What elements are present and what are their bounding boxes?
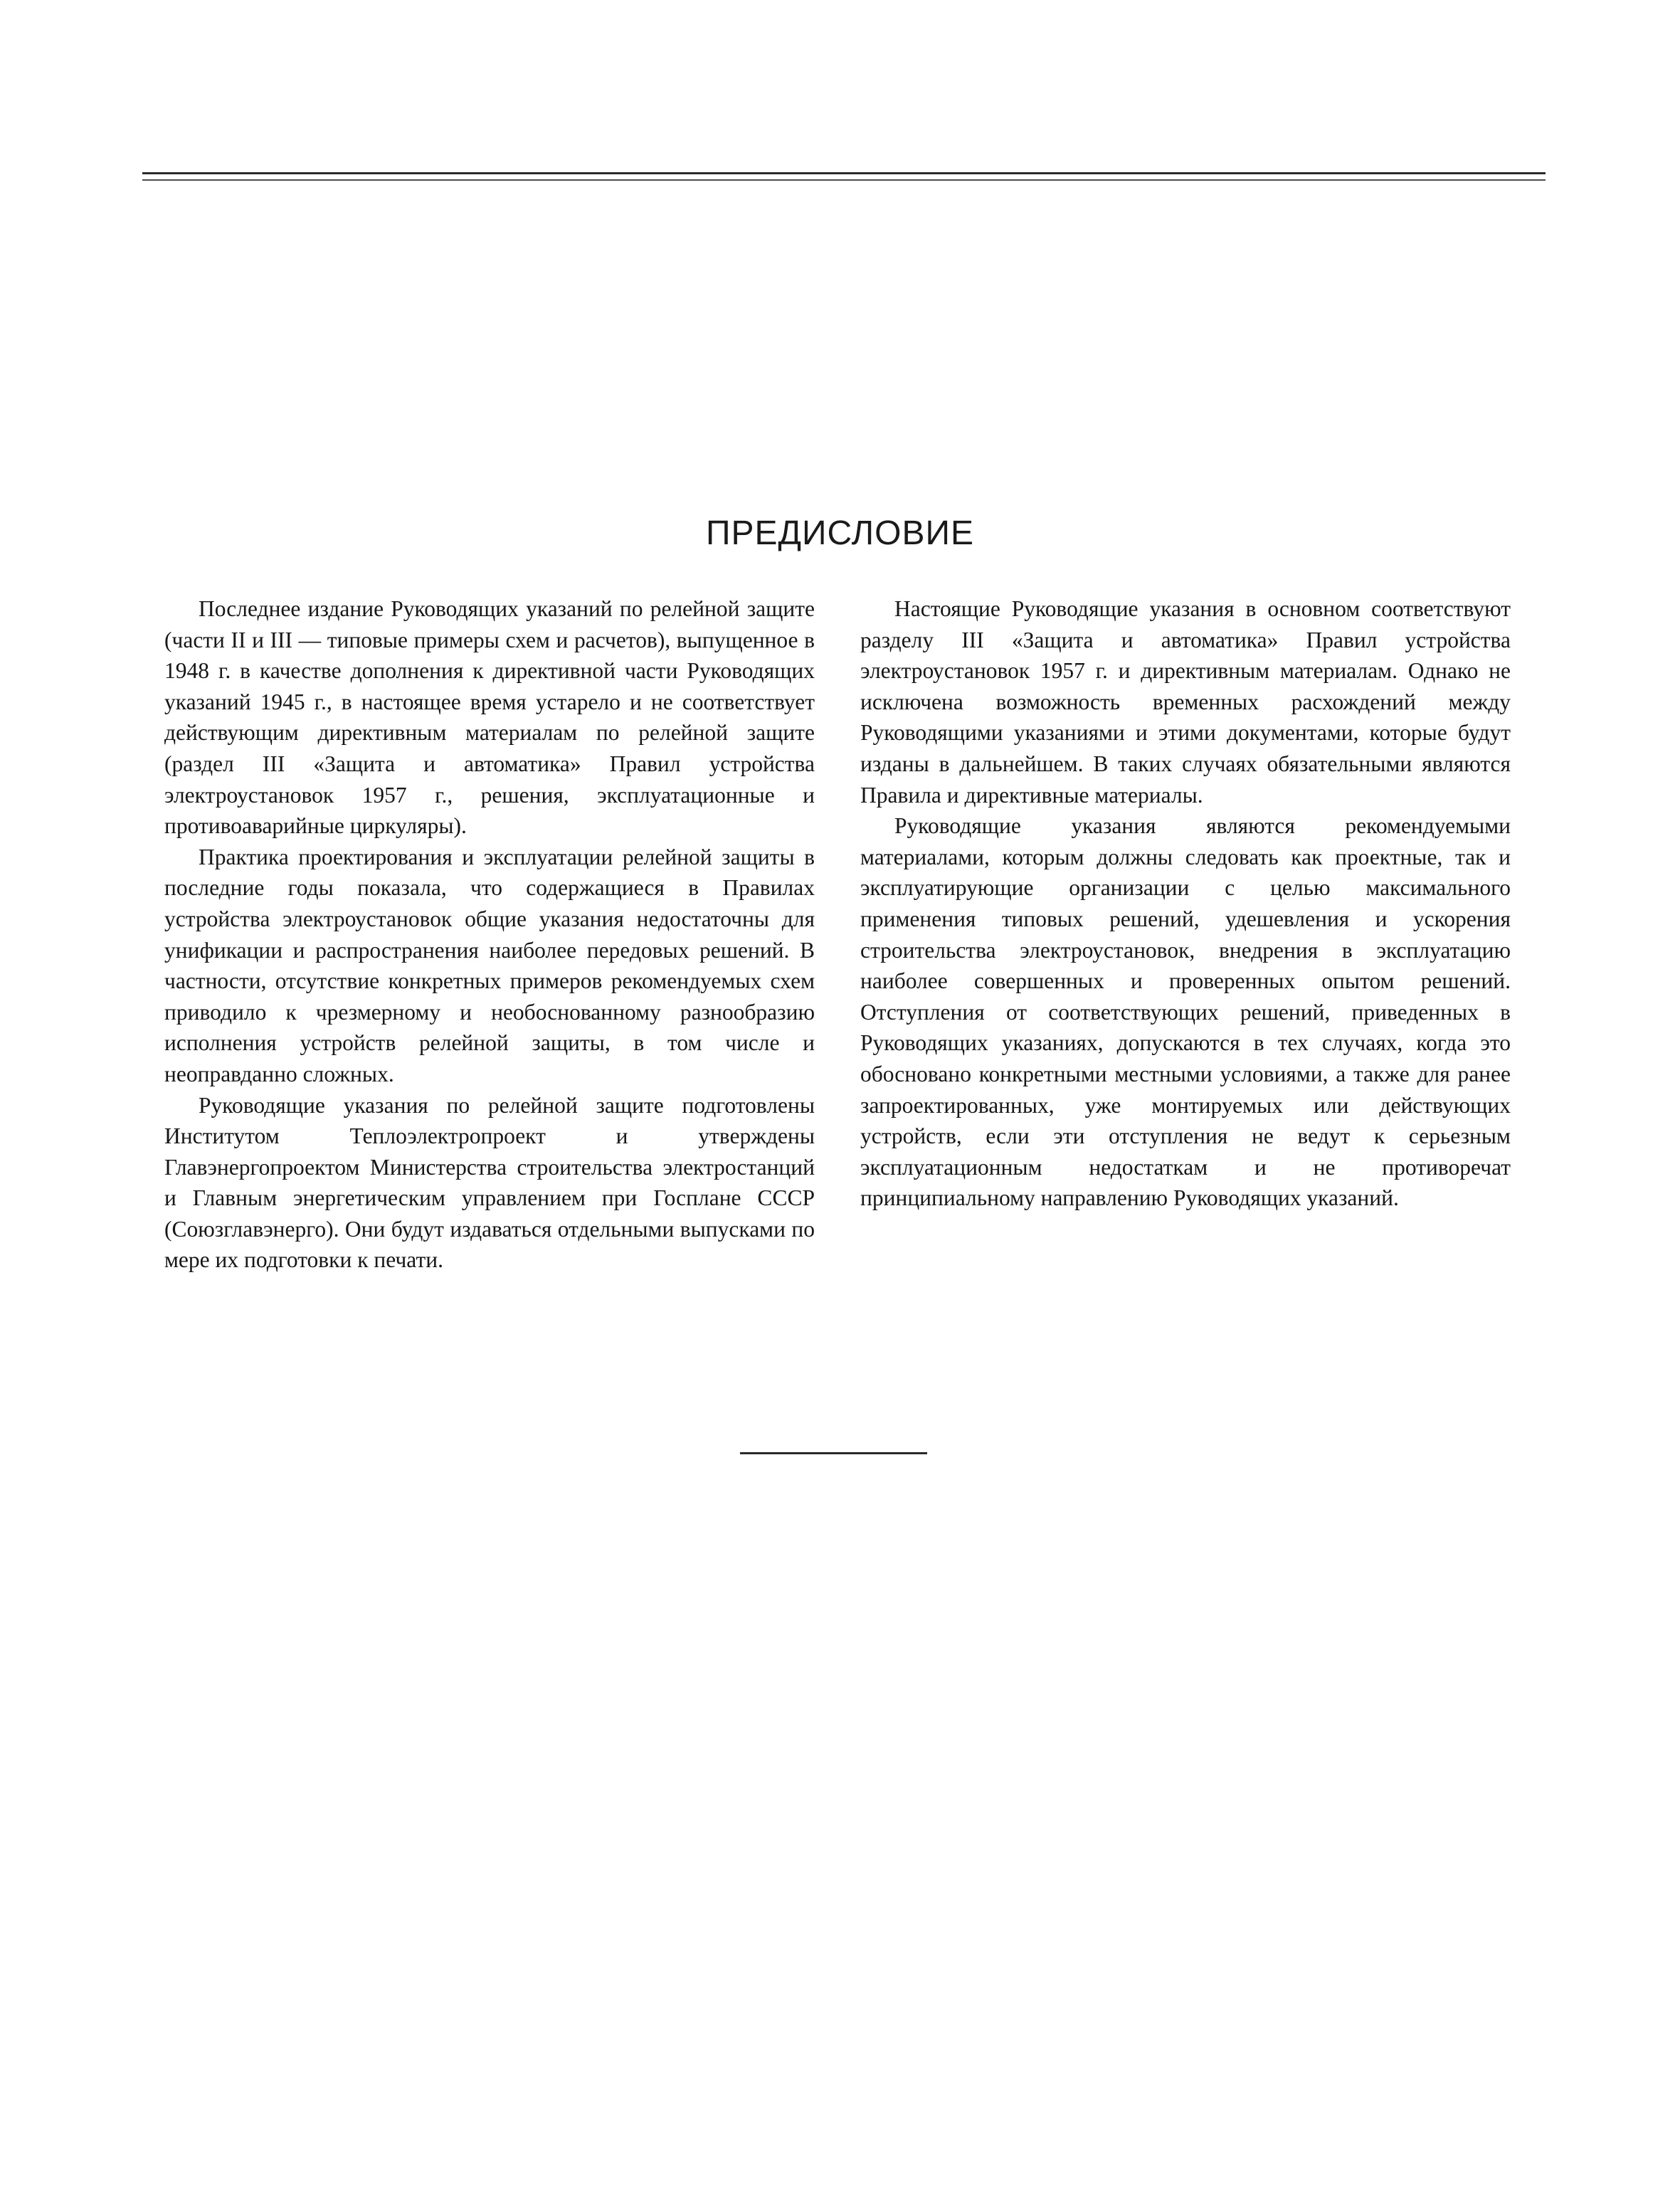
paragraph: Настоящие Руководящие указания в основном соответствуют разделу III «Защита и автоматика» Правил устройства электроустановок 1957 г. и директивным материалам. Однако не исключена возможность временных расхождений между Руководящими указаниями и этими документами, которые будут изданы в дальнейшем. В таких случаях обязательными являются Правила и директивные материалы. [860, 596, 1511, 808]
header-rule-bottom [142, 179, 1546, 181]
paragraph: Руководящие указания являются рекомендуемыми материалами, которым должны следовать как проектные, так и эксплуатирующие организации с целью максимального применения типовых решений, удешевления и ускорения строительства электроустановок, внедрения в эксплуатацию наиболее совершенных и проверенных опытом решений. Отступления от соответствующих решений, приведенных в Руководящих указаниях, допускаются в тех случаях, когда это обосновано конкретными местными условиями, а также для ранее запроектированных, уже монтируемых или действующих устройств, если эти отступления не ведут к серьезным эксплуатационным недостаткам и не противоречат принципиальному направлению Руководящих указаний. [860, 813, 1511, 1211]
right-column [860, 593, 1511, 1214]
section-end-rule [740, 1452, 927, 1454]
paragraph: Последнее издание Руководящих указаний по релейной защите (части II и III — типовые примеры схем и расчетов), выпущенное в 1948 г. в качестве дополнения к директивной части Руководящих указаний 1945 г., в настоящее время устарело и не соответствует действующим директивным материалам по релейной защите (раздел III «Защита и автоматика» Правил устройства электроустановок 1957 г., решения, эксплуатационные и противоаварийные циркуляры). [164, 596, 815, 839]
page-title: ПРЕДИСЛОВИЕ [706, 514, 974, 552]
header-rule-top [142, 172, 1546, 174]
paragraph: Практика проектирования и эксплуатации релейной защиты в последние годы показала, что содержащиеся в Правилах устройства электроустановок общие указания недостаточны для унификации и распространения наиболее передовых решений. В частности, отсутствие конкретных примеров рекомендуемых схем приводило к чрезмерному и необоснованному разнообразию исполнения устройств релейной защиты, в том числе и неоправданно сложных. [164, 844, 815, 1086]
paragraph: Руководящие указания по релейной защите подготовлены Институтом Теплоэлектропроект и утверждены Главэнергопроектом Министерства строительства электростанций и Главным энергетическим управлением при Госплане СССР (Союзглавэнерго). Они будут издаваться отдельными выпусками по мере их подготовки к печати. [164, 1092, 815, 1273]
left-column [164, 593, 815, 1276]
